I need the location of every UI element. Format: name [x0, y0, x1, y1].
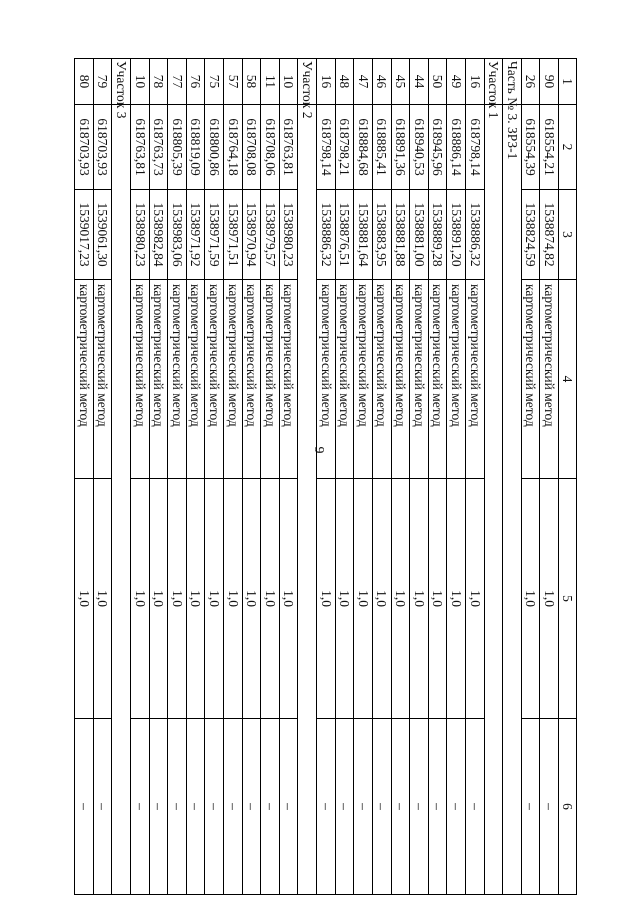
table-cell: картометрический метод	[186, 280, 205, 479]
table-cell: 1,0	[168, 479, 187, 719]
table-cell: –	[521, 719, 540, 895]
table-cell: 618763,73	[149, 105, 168, 190]
table-cell: 1,0	[130, 479, 149, 719]
column-header: 5	[559, 479, 577, 719]
table-cell: 1538886,32	[465, 190, 484, 280]
table-cell: 618764,18	[224, 105, 243, 190]
section-filler	[503, 105, 522, 895]
column-header: 6	[559, 719, 577, 895]
table-cell: 1538971,59	[205, 190, 224, 280]
table-cell: 1,0	[242, 479, 261, 719]
table-cell: картометрический метод	[168, 280, 187, 479]
table-cell: –	[168, 719, 187, 895]
table-cell: 618708,06	[261, 105, 280, 190]
section-row	[112, 59, 131, 895]
table-row	[261, 59, 280, 895]
table-cell: 46	[372, 59, 391, 105]
table-cell: 618798,21	[335, 105, 354, 190]
table-cell: картометрический метод	[279, 280, 298, 479]
table-cell: 1538881,64	[354, 190, 373, 280]
table-cell: 1,0	[75, 479, 94, 719]
table-cell: 1,0	[465, 479, 484, 719]
table-cell: 1,0	[335, 479, 354, 719]
table-cell: –	[279, 719, 298, 895]
table-cell: 1538889,28	[428, 190, 447, 280]
table-row	[354, 59, 373, 895]
table-cell: 618798,14	[317, 105, 336, 190]
table-cell: 45	[391, 59, 410, 105]
table-cell: 79	[93, 59, 112, 105]
table-cell: 1,0	[447, 479, 466, 719]
table-cell: 1,0	[224, 479, 243, 719]
table-cell: 1,0	[540, 479, 559, 719]
table-container	[74, 58, 577, 894]
table-cell: 618798,14	[465, 105, 484, 190]
table-cell: 58	[242, 59, 261, 105]
table-row	[391, 59, 410, 895]
table-cell: 1,0	[261, 479, 280, 719]
table-cell: –	[391, 719, 410, 895]
table-cell: –	[410, 719, 429, 895]
table-cell: 618885,41	[372, 105, 391, 190]
table-cell: 1539061,30	[93, 190, 112, 280]
table-cell: –	[93, 719, 112, 895]
table-cell: 16	[317, 59, 336, 105]
table-cell: 50	[428, 59, 447, 105]
table-cell: 1538982,84	[149, 190, 168, 280]
table-cell: картометрический метод	[372, 280, 391, 479]
section-label: Участок 3	[112, 59, 131, 105]
table-cell: 1,0	[372, 479, 391, 719]
table-cell: 618703,93	[93, 105, 112, 190]
table-cell: 1538883,95	[372, 190, 391, 280]
table-cell: –	[335, 719, 354, 895]
table-row	[205, 59, 224, 895]
table-cell: картометрический метод	[335, 280, 354, 479]
table-cell: 1539017,23	[75, 190, 94, 280]
table-cell: 618945,96	[428, 105, 447, 190]
table-cell: –	[447, 719, 466, 895]
table-row	[186, 59, 205, 895]
table-cell: 1538979,57	[261, 190, 280, 280]
table-cell: картометрический метод	[410, 280, 429, 479]
column-header: 3	[559, 190, 577, 280]
table-row	[317, 59, 336, 895]
table-row	[224, 59, 243, 895]
table-cell: –	[242, 719, 261, 895]
table-row	[93, 59, 112, 895]
table-cell: 1,0	[149, 479, 168, 719]
section-filler	[298, 105, 317, 895]
table-cell: 1538891,20	[447, 190, 466, 280]
section-label: Участок 1	[484, 59, 503, 105]
table-cell: 48	[335, 59, 354, 105]
table-row	[242, 59, 261, 895]
table-cell: –	[75, 719, 94, 895]
table-cell: 1538824,59	[521, 190, 540, 280]
table-cell: 1538881,88	[391, 190, 410, 280]
table-cell: 1,0	[391, 479, 410, 719]
table-row	[149, 59, 168, 895]
section-filler	[484, 105, 503, 895]
table-cell: картометрический метод	[149, 280, 168, 479]
table-cell: 10	[130, 59, 149, 105]
table-cell: 1538970,94	[242, 190, 261, 280]
table-cell: 75	[205, 59, 224, 105]
table-cell: 1538886,32	[317, 190, 336, 280]
table-cell: 1538876,51	[335, 190, 354, 280]
table-row	[410, 59, 429, 895]
table-cell: 11	[261, 59, 280, 105]
table-cell: 1538881,00	[410, 190, 429, 280]
table-cell: –	[186, 719, 205, 895]
table-body	[75, 59, 559, 895]
table-header-row	[559, 59, 577, 895]
table-cell: картометрический метод	[391, 280, 410, 479]
table-cell: 1,0	[410, 479, 429, 719]
column-header: 4	[559, 280, 577, 479]
table-cell: –	[428, 719, 447, 895]
rotated-page	[74, 58, 577, 894]
column-header: 2	[559, 105, 577, 190]
table-cell: картометрический метод	[428, 280, 447, 479]
table-row	[540, 59, 559, 895]
table-row	[335, 59, 354, 895]
table-cell: –	[130, 719, 149, 895]
table-cell: –	[149, 719, 168, 895]
table-cell: картометрический метод	[540, 280, 559, 479]
table-cell: 618708,08	[242, 105, 261, 190]
table-cell: картометрический метод	[447, 280, 466, 479]
table-cell: 10	[279, 59, 298, 105]
table-cell: 26	[521, 59, 540, 105]
table-cell: –	[354, 719, 373, 895]
table-cell: 80	[75, 59, 94, 105]
page-number: 9	[311, 446, 326, 454]
table-cell: 44	[410, 59, 429, 105]
table-cell: картометрический метод	[521, 280, 540, 479]
table-row	[428, 59, 447, 895]
table-cell: 47	[354, 59, 373, 105]
table-cell: 1,0	[186, 479, 205, 719]
table-row	[279, 59, 298, 895]
section-row	[484, 59, 503, 895]
table-cell: 618884,68	[354, 105, 373, 190]
section-filler	[112, 105, 131, 895]
table-cell: 618800,86	[205, 105, 224, 190]
table-cell: картометрический метод	[130, 280, 149, 479]
table-cell: 1,0	[317, 479, 336, 719]
table-cell: 1,0	[354, 479, 373, 719]
table-cell: 618703,93	[75, 105, 94, 190]
coordinates-table	[74, 58, 577, 895]
table-row	[75, 59, 94, 895]
section-row	[503, 59, 522, 895]
table-cell: картометрический метод	[93, 280, 112, 479]
table-row	[447, 59, 466, 895]
table-cell: 49	[447, 59, 466, 105]
table-cell: картометрический метод	[317, 280, 336, 479]
section-label: Часть № 3. ЗРЗ-1	[503, 59, 522, 105]
table-row	[521, 59, 540, 895]
table-cell: 77	[168, 59, 187, 105]
table-cell: 1,0	[93, 479, 112, 719]
table-cell: 16	[465, 59, 484, 105]
table-cell: 1538983,06	[168, 190, 187, 280]
section-row	[298, 59, 317, 895]
table-cell: 618554,21	[540, 105, 559, 190]
table-row	[130, 59, 149, 895]
table-cell: 1538980,23	[279, 190, 298, 280]
table-cell: 1,0	[279, 479, 298, 719]
table-cell: 618819,09	[186, 105, 205, 190]
table-cell: –	[317, 719, 336, 895]
table-cell: 618805,39	[168, 105, 187, 190]
table-cell: –	[224, 719, 243, 895]
column-header: 1	[559, 59, 577, 105]
table-cell: 90	[540, 59, 559, 105]
table-cell: –	[261, 719, 280, 895]
table-cell: 1,0	[205, 479, 224, 719]
table-cell: картометрический метод	[261, 280, 280, 479]
table-cell: картометрический метод	[242, 280, 261, 479]
table-cell: картометрический метод	[465, 280, 484, 479]
table-cell: –	[372, 719, 391, 895]
table-row	[372, 59, 391, 895]
table-cell: картометрический метод	[205, 280, 224, 479]
section-label: Участок 2	[298, 59, 317, 105]
table-cell: 618763,81	[279, 105, 298, 190]
table-cell: 618886,14	[447, 105, 466, 190]
table-cell: 1538980,23	[130, 190, 149, 280]
table-cell: –	[465, 719, 484, 895]
table-cell: 1,0	[428, 479, 447, 719]
table-row	[168, 59, 187, 895]
table-cell: 1,0	[521, 479, 540, 719]
table-cell: –	[540, 719, 559, 895]
table-cell: картометрический метод	[224, 280, 243, 479]
table-cell: 618940,53	[410, 105, 429, 190]
table-cell: 57	[224, 59, 243, 105]
table-cell: 618763,81	[130, 105, 149, 190]
table-cell: 1538971,51	[224, 190, 243, 280]
table-cell: 78	[149, 59, 168, 105]
table-cell: картометрический метод	[75, 280, 94, 479]
table-cell: 618891,36	[391, 105, 410, 190]
table-cell: 618554,39	[521, 105, 540, 190]
table-cell: 1538874,82	[540, 190, 559, 280]
table-cell: картометрический метод	[354, 280, 373, 479]
table-row	[465, 59, 484, 895]
table-cell: 76	[186, 59, 205, 105]
table-cell: 1538971,92	[186, 190, 205, 280]
table-cell: –	[205, 719, 224, 895]
